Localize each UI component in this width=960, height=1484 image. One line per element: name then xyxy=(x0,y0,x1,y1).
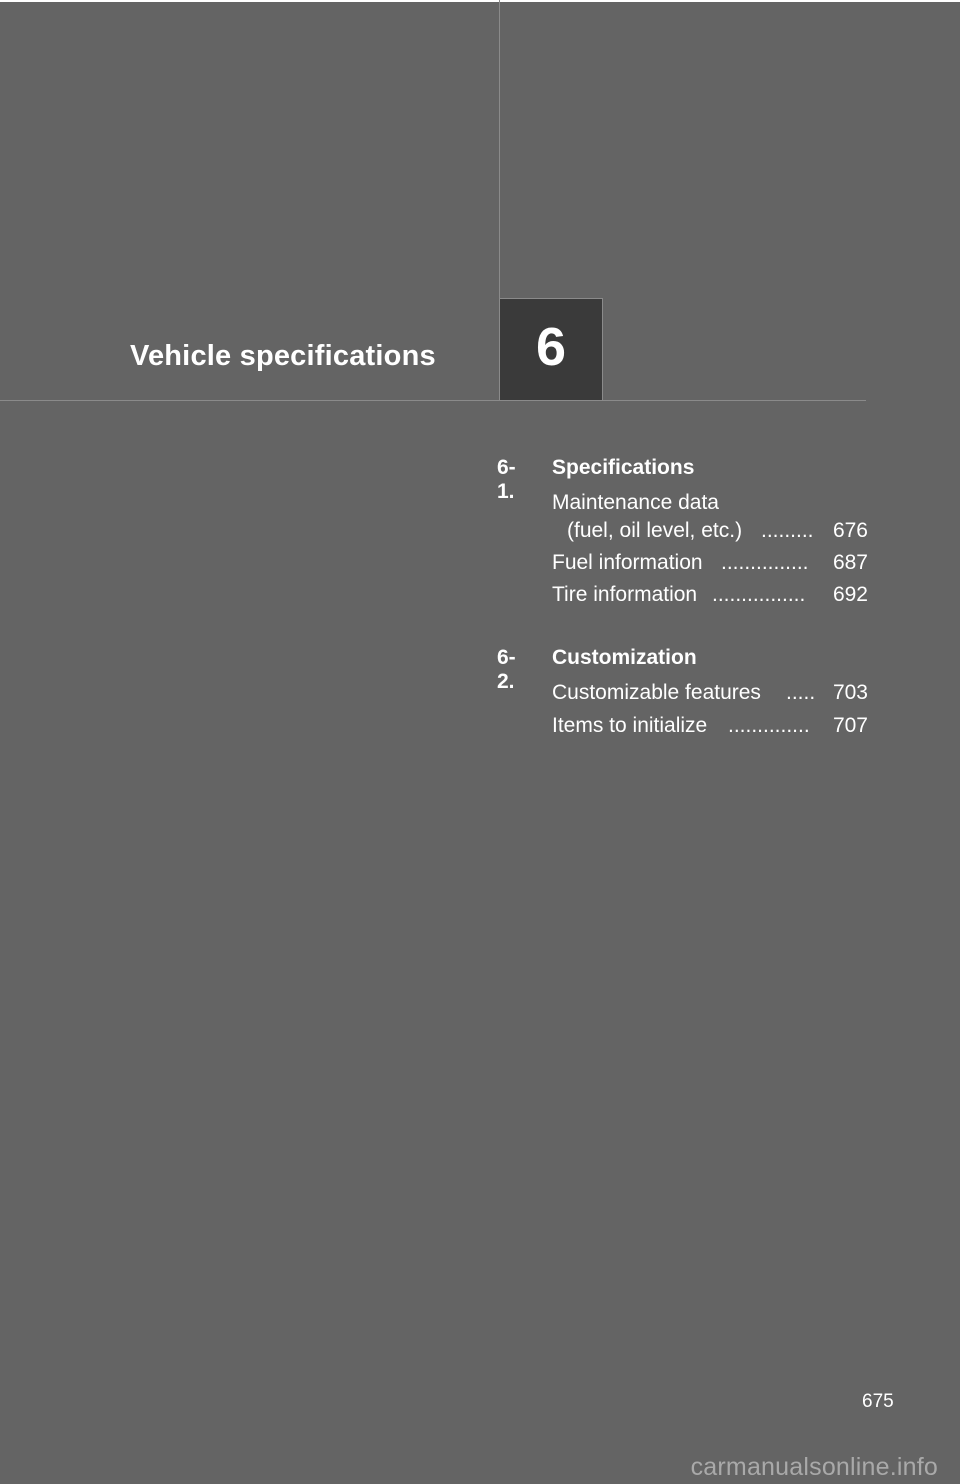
entry-label-continued: (fuel, oil level, etc.) xyxy=(567,519,743,542)
section-title: Customization xyxy=(552,646,697,669)
chapter-number-box xyxy=(499,298,603,401)
leader-dots: ......... xyxy=(761,519,814,542)
entry-label: Maintenance data xyxy=(552,491,719,514)
toc-entry-maintenance-data-cont[interactable] xyxy=(552,519,868,545)
leader-dots: ..... xyxy=(786,681,816,704)
entry-label: Tire information xyxy=(552,583,698,606)
toc-entry-customizable-features[interactable] xyxy=(552,681,868,707)
chapter-number: 6 xyxy=(535,316,567,377)
horizontal-divider xyxy=(0,400,866,401)
toc-entry-items-to-initialize[interactable] xyxy=(552,714,868,740)
vertical-divider xyxy=(499,0,500,298)
section-number: 6-2. xyxy=(497,646,516,693)
entry-label: Fuel information xyxy=(552,551,703,574)
page-number: 675 xyxy=(862,1391,894,1412)
watermark: carmanualsonline.info xyxy=(690,1453,938,1481)
toc-entry-maintenance-data[interactable] xyxy=(552,491,868,517)
entry-page: 692 xyxy=(832,583,868,606)
leader-dots: ................ xyxy=(712,583,806,606)
chapter-title: Vehicle specifications xyxy=(130,340,436,372)
entry-label: Items to initialize xyxy=(552,714,708,737)
entry-page: 707 xyxy=(832,714,868,737)
entry-page: 703 xyxy=(832,681,868,704)
entry-page: 676 xyxy=(832,519,868,542)
toc-entry-fuel-information[interactable] xyxy=(552,551,868,577)
section-title: Specifications xyxy=(552,456,695,479)
toc-entry-tire-information[interactable] xyxy=(552,583,868,609)
leader-dots: ............... xyxy=(721,551,809,574)
top-edge xyxy=(0,0,960,2)
entry-label: Customizable features xyxy=(552,681,761,704)
leader-dots: .............. xyxy=(728,714,810,737)
entry-page: 687 xyxy=(832,551,868,574)
section-number: 6-1. xyxy=(497,456,516,503)
